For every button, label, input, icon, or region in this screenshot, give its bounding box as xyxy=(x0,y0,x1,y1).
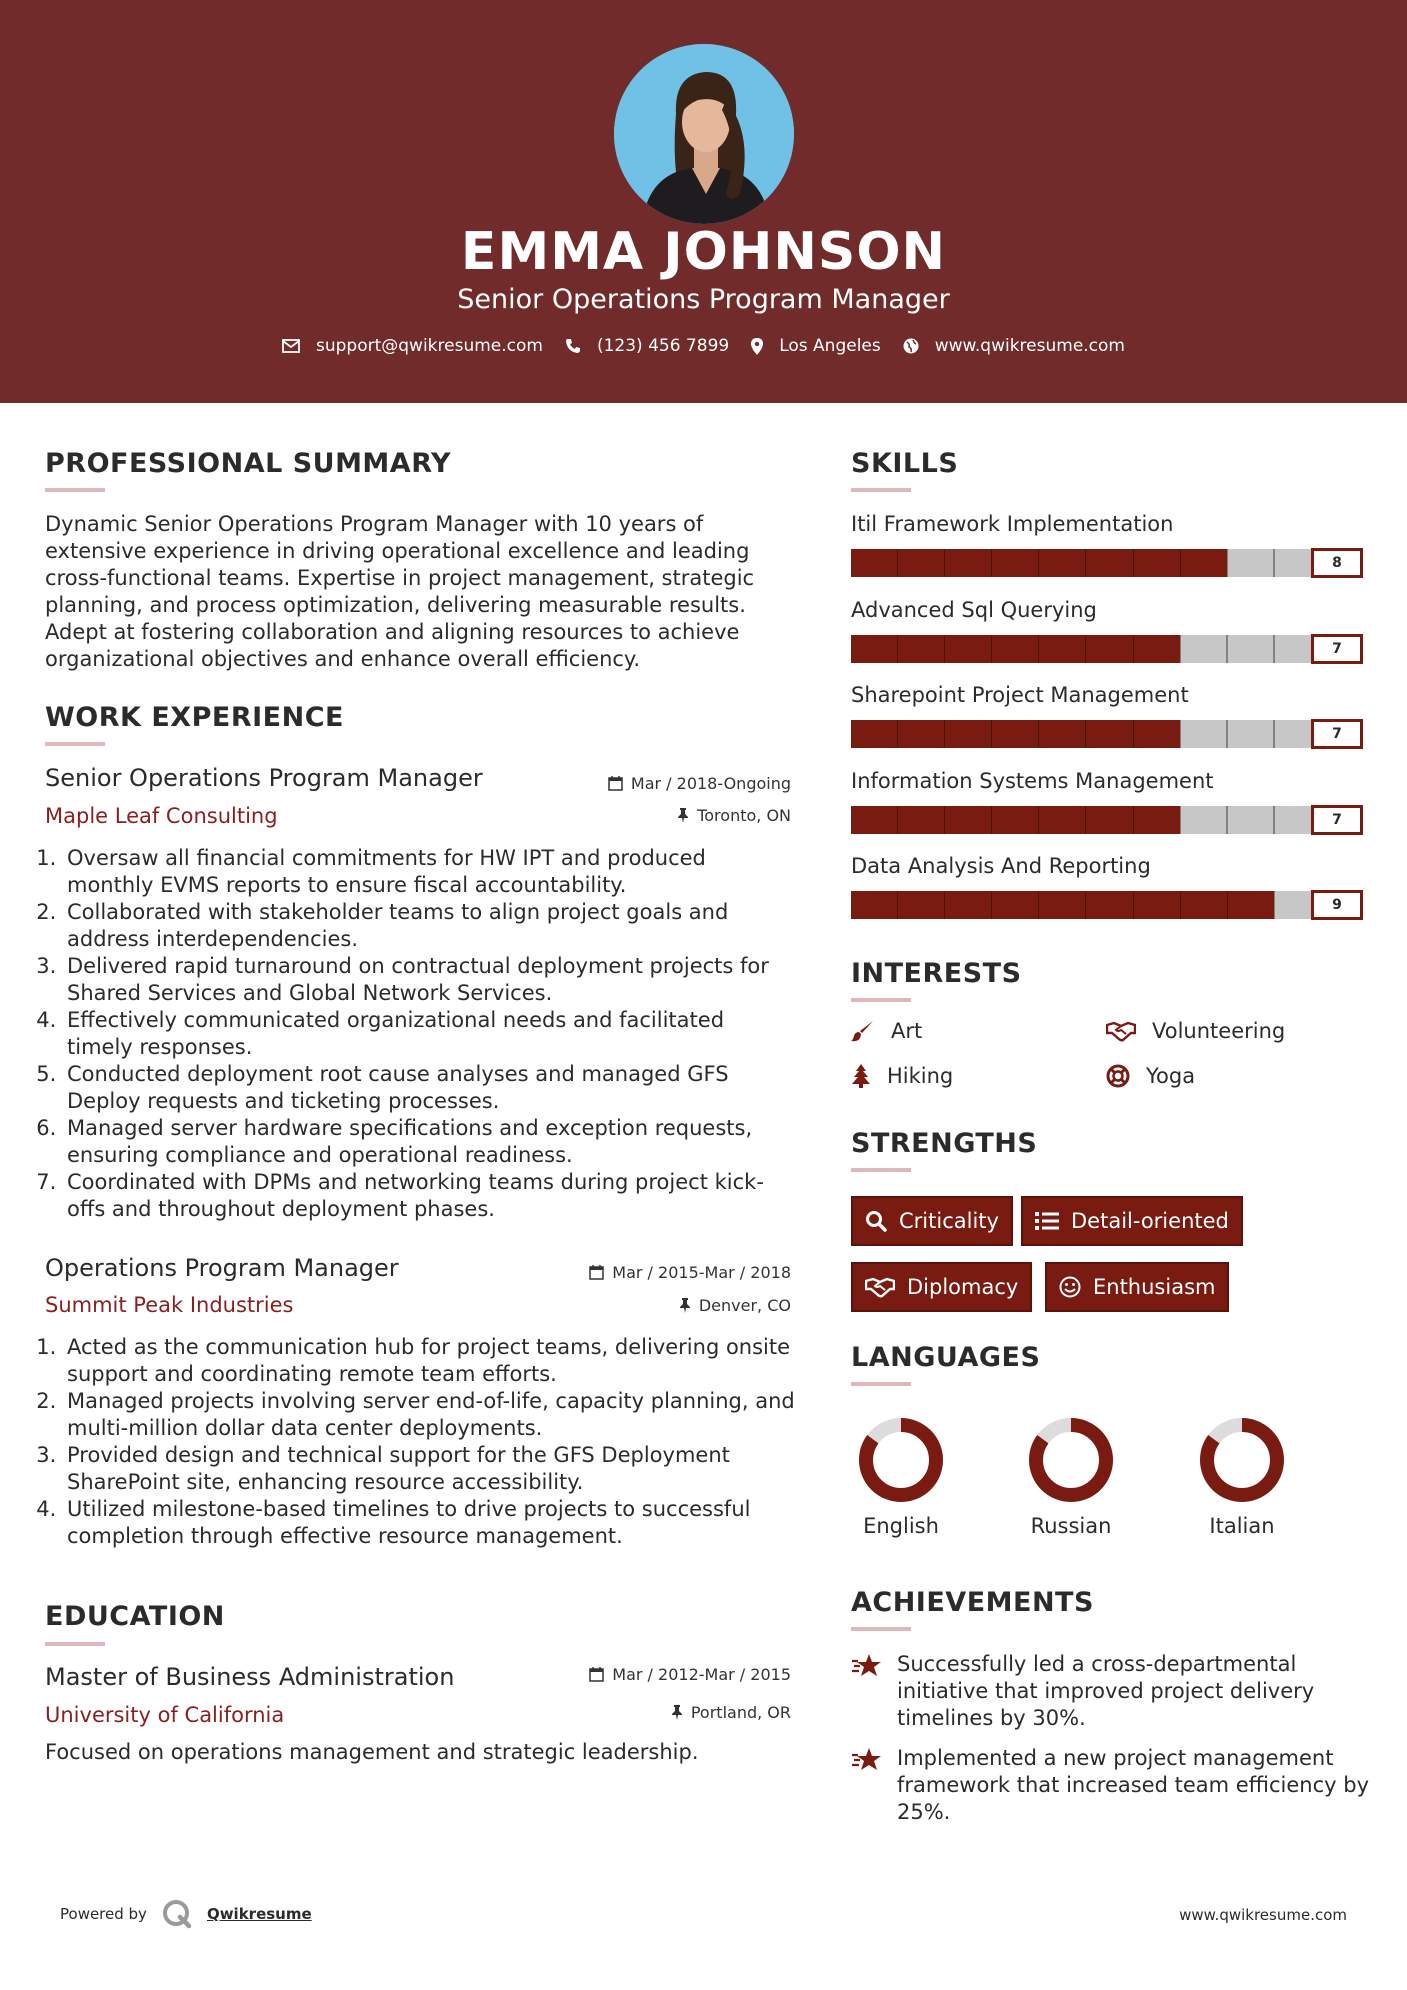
smile-icon xyxy=(1059,1276,1081,1298)
skill-score: 7 xyxy=(1311,719,1363,749)
candidate-name: EMMA JOHNSON xyxy=(460,222,947,282)
degree-title: Master of Business Administration xyxy=(45,1663,455,1691)
strength-tag-detail-oriented xyxy=(1021,1196,1243,1246)
skill-score: 7 xyxy=(1311,805,1363,835)
profile-photo xyxy=(614,44,794,224)
footer-branding xyxy=(60,1898,312,1930)
contact-location xyxy=(751,336,881,356)
contact-email[interactable] xyxy=(282,336,543,356)
skill-bar-dividers xyxy=(851,891,1321,919)
skill-bar xyxy=(851,891,1321,919)
lifering-icon xyxy=(1106,1064,1130,1088)
powered-by-label: Powered by xyxy=(60,1905,147,1923)
job-company: Maple Leaf Consulting xyxy=(45,804,278,828)
search-icon xyxy=(865,1210,887,1232)
skill-score: 9 xyxy=(1311,890,1363,920)
education-heading: EDUCATION xyxy=(45,1601,225,1632)
skills-rule xyxy=(851,488,911,492)
summary-line: organizational objectives and enhance overall efficiency. xyxy=(45,647,641,671)
language-label: Italian xyxy=(1209,1514,1275,1538)
job-duties xyxy=(35,1334,795,1550)
pushpin-icon xyxy=(671,1705,683,1720)
achievement-item xyxy=(851,1745,1371,1826)
strengths-heading: STRENGTHS xyxy=(851,1128,1038,1159)
job-location xyxy=(560,1296,791,1315)
education-location xyxy=(560,1703,791,1722)
language-label: English xyxy=(863,1514,939,1538)
interest-label: Volunteering xyxy=(1152,1019,1286,1043)
achievements-heading: ACHIEVEMENTS xyxy=(851,1587,1094,1618)
duty-item: 3. Provided design and technical support for the GFS Deployment SharePoint site, enhancing resource accessibility. xyxy=(63,1442,795,1496)
contact-website[interactable] xyxy=(903,336,1125,356)
language-item xyxy=(1182,1418,1302,1538)
interests-rule xyxy=(851,998,911,1002)
job-title: Operations Program Manager xyxy=(45,1254,399,1282)
duty-item: 4. Utilized milestone-based timelines to drive projects to successful completion through effective resource management. xyxy=(63,1496,795,1550)
job-title: Senior Operations Program Manager xyxy=(45,764,483,792)
interests-heading: INTERESTS xyxy=(851,958,1022,989)
skill-bar-dividers xyxy=(851,635,1321,663)
phone-icon xyxy=(565,338,581,354)
language-donut xyxy=(851,1418,951,1502)
pushpin-icon xyxy=(677,808,689,823)
skill-bar xyxy=(851,549,1321,577)
duty-item: 5. Conducted deployment root cause analyses and managed GFS Deploy requests and ticketing processes. xyxy=(63,1061,795,1115)
tree-icon xyxy=(851,1064,871,1088)
job-dates xyxy=(560,1263,791,1282)
star-badge-icon xyxy=(851,1747,883,1773)
languages-rule xyxy=(851,1382,911,1386)
skill-label: Data Analysis And Reporting xyxy=(851,854,1151,878)
strength-label: Criticality xyxy=(899,1209,999,1233)
handshake-icon xyxy=(1106,1020,1136,1042)
skill-bar-dividers xyxy=(851,806,1321,834)
summary-rule xyxy=(45,488,105,492)
strength-label: Detail-oriented xyxy=(1071,1209,1229,1233)
summary-line: Dynamic Senior Operations Program Manager with 10 years of xyxy=(45,512,704,536)
duty-item: 1. Acted as the communication hub for project teams, delivering onsite support and coordinating remote team efforts. xyxy=(63,1334,795,1388)
job-dates-text: Mar / 2015-Mar / 2018 xyxy=(612,1263,791,1282)
star-badge-icon xyxy=(851,1653,883,1679)
job-duties xyxy=(35,845,795,1223)
duty-item: 3. Delivered rapid turnaround on contractual deployment projects for Shared Services and Global Network Services. xyxy=(63,953,795,1007)
footer-url[interactable]: www.qwikresume.com xyxy=(1179,1906,1347,1924)
calendar-icon xyxy=(589,1667,604,1682)
language-donut xyxy=(1021,1418,1121,1502)
calendar-icon xyxy=(608,776,623,791)
strength-tag-criticality xyxy=(851,1196,1013,1246)
summary-line: extensive experience in driving operational excellence and leading xyxy=(45,539,750,563)
contact-location-text: Los Angeles xyxy=(779,336,881,356)
skill-bar-dividers xyxy=(851,720,1321,748)
qwikresume-link[interactable]: Qwikresume xyxy=(206,1905,312,1923)
skills-heading: SKILLS xyxy=(851,448,959,479)
duty-item: 6. Managed server hardware specifications and exception requests, ensuring compliance and operational readiness. xyxy=(63,1115,795,1169)
duty-item: 1. Oversaw all financial commitments for HW IPT and produced monthly EVMS reports to ensure fiscal accountability. xyxy=(63,845,795,899)
skill-bar xyxy=(851,635,1321,663)
language-item xyxy=(1011,1418,1131,1538)
summary-text xyxy=(45,511,785,673)
achievement-text: Implemented a new project management framework that increased team efficiency by 25%. xyxy=(897,1746,1369,1824)
globe-icon xyxy=(903,338,919,354)
job-dates-text: Mar / 2018-Ongoing xyxy=(630,774,791,793)
contact-bar xyxy=(0,336,1407,356)
strength-tag-enthusiasm xyxy=(1045,1262,1229,1312)
skill-score: 8 xyxy=(1311,548,1363,578)
language-item xyxy=(841,1418,961,1538)
school-name: University of California xyxy=(45,1703,285,1727)
experience-heading: WORK EXPERIENCE xyxy=(45,702,344,733)
skill-label: Information Systems Management xyxy=(851,768,1214,793)
duty-item: 2. Collaborated with stakeholder teams to align project goals and address interdependencies. xyxy=(63,899,795,953)
summary-line: cross-functional teams. Expertise in project management, strategic xyxy=(45,566,755,590)
duty-item: 7. Coordinated with DPMs and networking teams during project kick-offs and throughout deployment phases. xyxy=(63,1169,795,1223)
contact-phone[interactable] xyxy=(565,336,729,356)
strengths-rule xyxy=(851,1168,911,1172)
interest-art xyxy=(851,1019,922,1043)
education-dates-text: Mar / 2012-Mar / 2015 xyxy=(612,1665,791,1684)
strength-label: Enthusiasm xyxy=(1093,1275,1216,1299)
calendar-icon xyxy=(589,1265,604,1280)
interest-hiking xyxy=(851,1064,953,1088)
interest-volunteering xyxy=(1106,1019,1285,1043)
languages-heading: LANGUAGES xyxy=(851,1342,1041,1373)
job-company: Summit Peak Industries xyxy=(45,1293,294,1317)
job-location xyxy=(560,806,791,825)
envelope-icon xyxy=(282,339,300,353)
language-donut xyxy=(1192,1418,1292,1502)
interest-label: Yoga xyxy=(1146,1064,1196,1088)
duty-item: 4. Effectively communicated organizational needs and facilitated timely responses. xyxy=(63,1007,795,1061)
education-location-text: Portland, OR xyxy=(690,1703,791,1722)
qwikresume-logo-icon xyxy=(161,1898,193,1930)
paintbrush-icon xyxy=(851,1019,875,1043)
list-icon xyxy=(1035,1211,1059,1231)
summary-heading: PROFESSIONAL SUMMARY xyxy=(45,448,452,479)
education-dates xyxy=(560,1665,791,1684)
contact-email-text: support@qwikresume.com xyxy=(316,336,543,356)
summary-line: Adept at fostering collaboration and aligning resources to achieve xyxy=(45,620,740,644)
achievement-item xyxy=(851,1651,1371,1732)
summary-line: planning, and process optimization, delivering measurable results. xyxy=(45,593,746,617)
language-label: Russian xyxy=(1030,1514,1112,1538)
skill-label: Itil Framework Implementation xyxy=(851,512,1174,536)
job-location-text: Denver, CO xyxy=(698,1296,791,1315)
skill-label: Sharepoint Project Management xyxy=(851,683,1189,707)
candidate-title: Senior Operations Program Manager xyxy=(457,284,950,315)
skill-bar xyxy=(851,720,1321,748)
duty-item: 2. Managed projects involving server end-of-life, capacity planning, and multi-million dollar data center deployments. xyxy=(63,1388,795,1442)
job-dates xyxy=(560,774,791,793)
experience-rule xyxy=(45,742,105,746)
contact-phone-text: (123) 456 7899 xyxy=(596,336,730,356)
skill-score: 7 xyxy=(1311,634,1363,664)
contact-website-text: www.qwikresume.com xyxy=(934,336,1125,356)
interest-label: Hiking xyxy=(887,1064,954,1088)
job-location-text: Toronto, ON xyxy=(697,806,791,825)
achievements-rule xyxy=(851,1627,911,1631)
achievement-text: Successfully led a cross-departmental initiative that improved project delivery timelines by 30%. xyxy=(897,1652,1315,1730)
map-pin-icon xyxy=(751,338,763,355)
skill-bar xyxy=(851,806,1321,834)
pushpin-icon xyxy=(679,1298,691,1313)
handshake-icon xyxy=(865,1276,895,1298)
skill-bar-dividers xyxy=(851,549,1321,577)
education-description: Focused on operations management and strategic leadership. xyxy=(45,1740,699,1764)
education-rule xyxy=(45,1642,105,1646)
resume-header xyxy=(0,0,1407,403)
skill-label: Advanced Sql Querying xyxy=(851,597,1097,622)
strength-label: Diplomacy xyxy=(907,1275,1019,1299)
interest-label: Art xyxy=(891,1019,923,1043)
interest-yoga xyxy=(1106,1064,1195,1088)
strength-tag-diplomacy xyxy=(851,1262,1032,1312)
